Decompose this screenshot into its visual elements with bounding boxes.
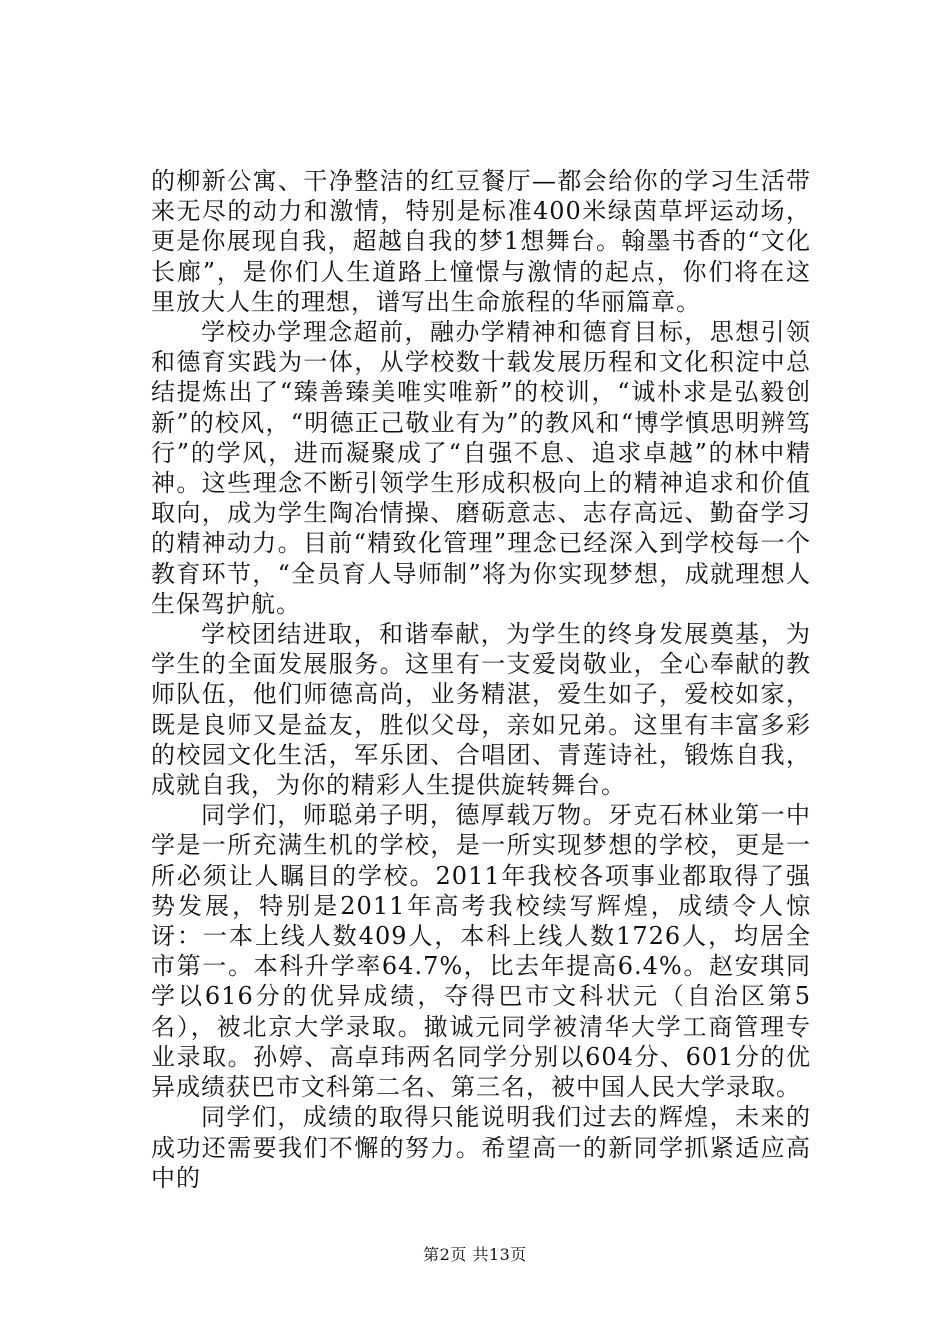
paragraph-4: 同学们，师聪弟子明，德厚载万物。牙克石林业第一中学是一所充满生机的学校，是一所实现梦想的学校，更是一所必须让人瞩目的学校。2011年我校各项事业都取得了强势发展，特别是2011年高考我校续写辉煌，成绩令人惊讶：一本上线人数409人，本科上线人数1726人，均居全市第一。本科升学率64.7%，比去年提高6.4%。赵安琪同学以616分的优异成绩，夺得巴市文科状元（自治区第5名），被北京大学录取。撖诚元同学被清华大学工商管理专业录取。孙婷、高卓玮两名同学分别以604分、601分的优异成绩获巴市文科第二名、第三名，被中国人民大学录取。: [151, 801, 811, 1102]
paragraph-3: 学校团结进取，和谐奉献，为学生的终身发展奠基，为学生的全面发展服务。这里有一支爱岗敬业，全心奉献的教师队伍，他们师德高尚，业务精湛，爱生如子，爱校如家，既是良师又是益友，胜似父母，亲如兄弟。这里有丰富多彩的校园文化生活，军乐团、合唱团、青莲诗社，锻炼自我，成就自我，为你的精彩人生提供旋转舞台。: [151, 620, 811, 800]
document-body: [151, 166, 811, 1193]
paragraph-2: 学校办学理念超前，融办学精神和德育目标，思想引领和德育实践为一体，从学校数十载发展历程和文化积淀中总结提炼出了“臻善臻美唯实唯新”的校训，“诚朴求是弘毅创新”的校风，“明德正己敬业有为”的教风和“博学慎思明辨笃行”的学风，进而凝聚成了“自强不息、追求卓越”的林中精神。这些理念不断引领学生形成积极向上的精神追求和价值取向，成为学生陶冶情操、磨砺意志、志存高远、勤奋学习的精神动力。目前“精致化管理”理念已经深入到学校每一个教育环节，“全员育人导师制”将为你实现梦想，成就理想人生保驾护航。: [151, 318, 811, 618]
page-footer: 第2页 共13页: [423, 1245, 527, 1264]
paragraph-5: 同学们，成绩的取得只能说明我们过去的辉煌，未来的成功还需要我们不懈的努力。希望高一的新同学抓紧适应高中的: [151, 1103, 811, 1192]
paragraph-1: 的柳新公寓、干净整洁的红豆餐厅—都会给你的学习生活带来无尽的动力和激情，特别是标准400米绿茵草坪运动场，更是你展现自我，超越自我的梦1想舞台。翰墨书香的“文化长廊”，是你们人生道路上憧憬与激情的起点，你们将在这里放大人生的理想，谱写出生命旅程的华丽篇章。: [151, 167, 811, 316]
